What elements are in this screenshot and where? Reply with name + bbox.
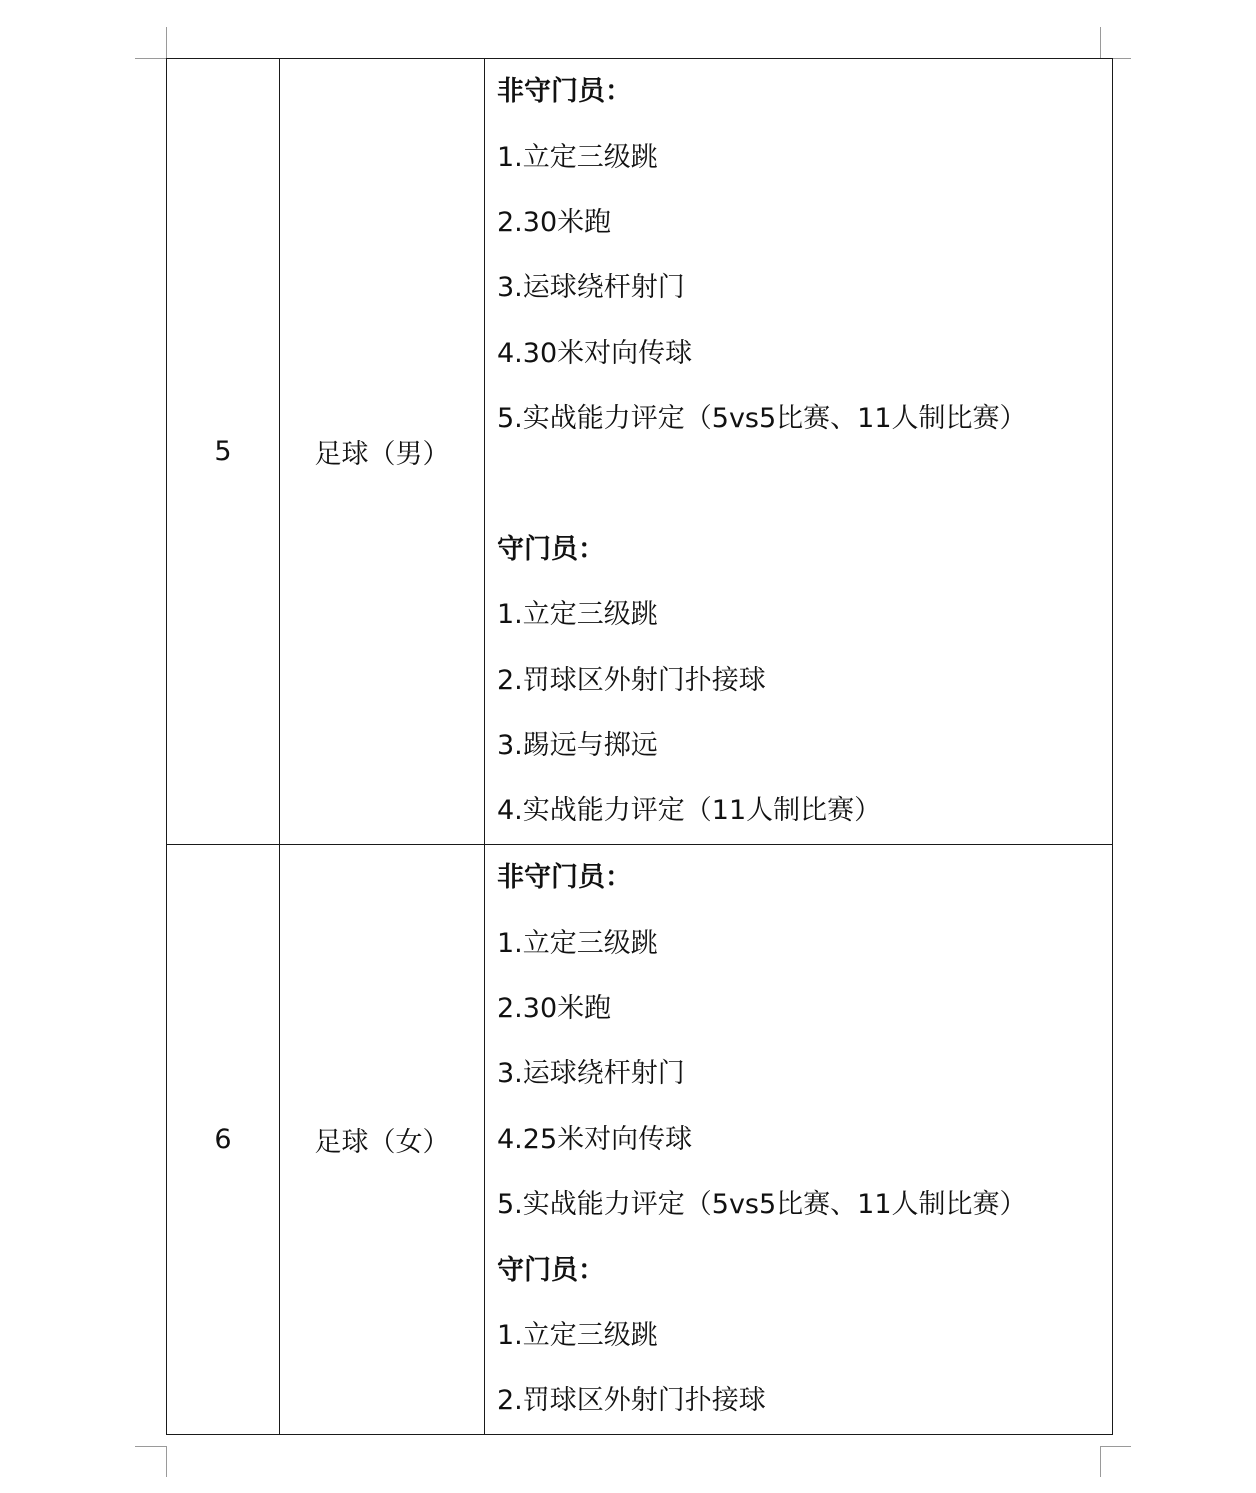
blank-line — [497, 452, 1112, 517]
crop-mark-top-left-vertical — [166, 27, 167, 58]
list-item: 4.25米对向传球 — [497, 1123, 693, 1155]
crop-mark-bottom-right-horizontal — [1100, 1446, 1131, 1447]
list-item: 4.30米对向传球 — [497, 337, 693, 369]
test-items-cell — [485, 845, 1113, 1435]
row-number: 5 — [214, 436, 232, 467]
crop-mark-bottom-left-horizontal — [135, 1446, 166, 1447]
table-row — [167, 59, 1113, 845]
list-item: 5.实战能力评定（5vs5比赛、11人制比赛） — [497, 403, 1027, 435]
crop-mark-bottom-left-vertical — [166, 1446, 167, 1477]
list-item: 3.踢远与掷远 — [497, 730, 658, 762]
list-item: 3.运球绕杆射门 — [497, 1058, 685, 1090]
goalkeeper-heading: 守门员： — [497, 1254, 605, 1286]
outfield-heading: 非守门员： — [497, 76, 632, 108]
sport-cell — [280, 845, 485, 1435]
list-item: 1.立定三级跳 — [497, 1319, 658, 1351]
list-item: 3.运球绕杆射门 — [497, 272, 685, 304]
list-item: 2.罚球区外射门扑接球 — [497, 664, 766, 696]
list-item: 4.实战能力评定（11人制比赛） — [497, 795, 882, 827]
row-number-cell — [167, 845, 280, 1435]
test-items-cell — [485, 59, 1113, 845]
sport-cell — [280, 59, 485, 845]
list-item: 1.立定三级跳 — [497, 141, 658, 173]
sport-name: 足球（女） — [314, 1127, 450, 1158]
test-items-table — [166, 58, 1113, 1435]
list-item: 1.立定三级跳 — [497, 599, 658, 631]
list-item: 2.30米跑 — [497, 206, 612, 238]
table-row — [167, 845, 1113, 1435]
row-number: 6 — [214, 1124, 232, 1155]
list-item: 2.30米跑 — [497, 993, 612, 1025]
list-item: 2.罚球区外射门扑接球 — [497, 1385, 766, 1417]
crop-mark-top-left-horizontal — [135, 58, 166, 59]
crop-mark-top-right-vertical — [1100, 27, 1101, 58]
outfield-heading: 非守门员： — [497, 862, 632, 894]
crop-mark-bottom-right-vertical — [1100, 1446, 1101, 1477]
goalkeeper-heading: 守门员： — [497, 533, 605, 565]
list-item: 1.立定三级跳 — [497, 927, 658, 959]
row-number-cell — [167, 59, 280, 845]
sport-name: 足球（男） — [314, 439, 450, 470]
list-item: 5.实战能力评定（5vs5比赛、11人制比赛） — [497, 1189, 1027, 1221]
